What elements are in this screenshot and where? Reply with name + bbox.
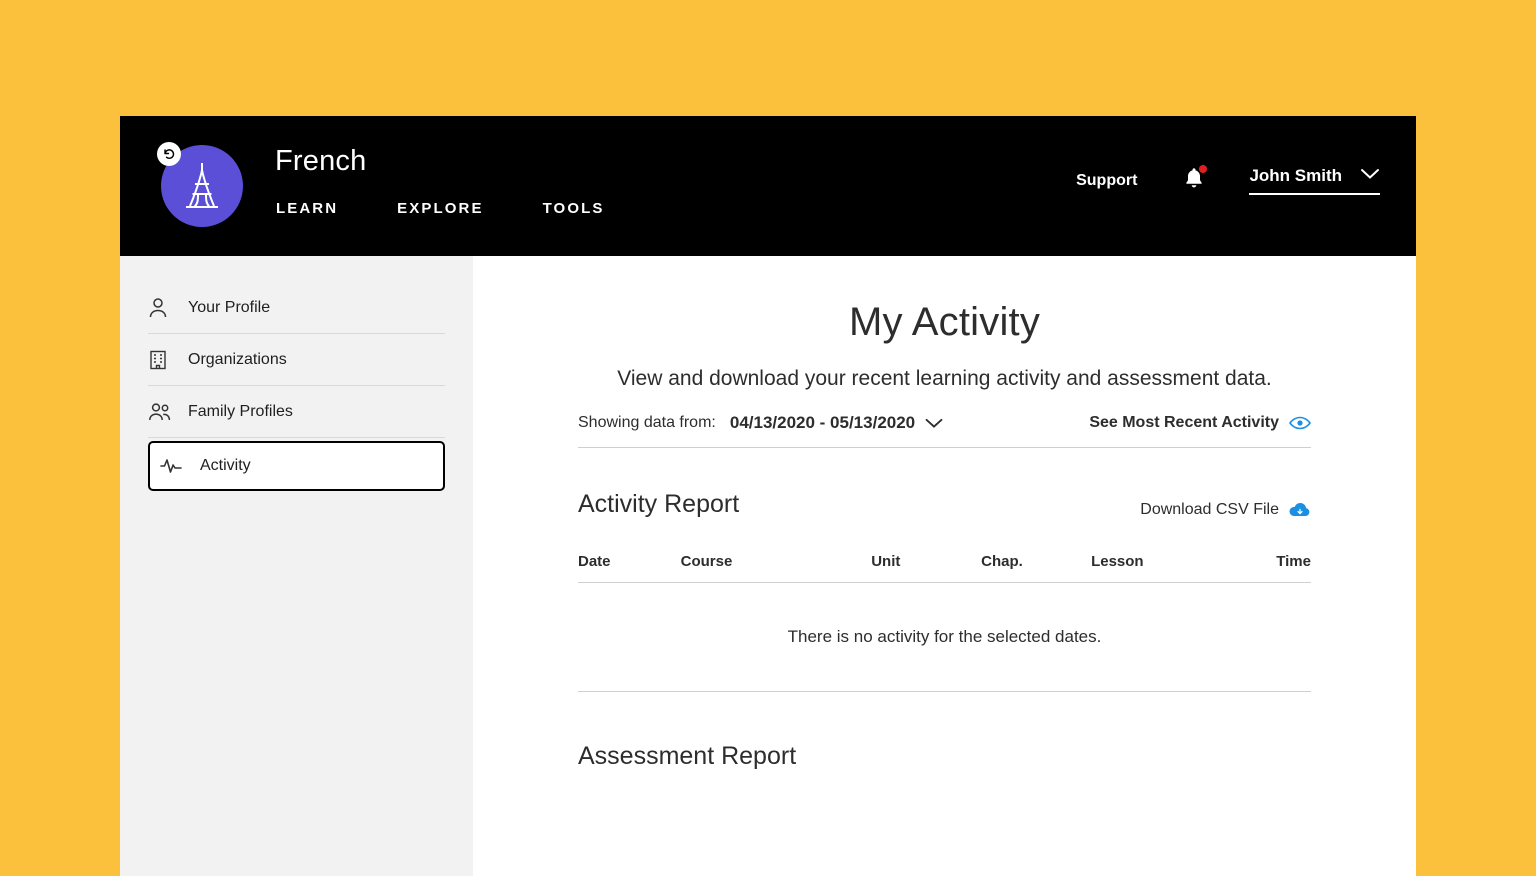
see-most-recent-activity-label: See Most Recent Activity: [1089, 414, 1279, 431]
user-name-label: John Smith: [1249, 166, 1342, 185]
table-body: [578, 583, 1311, 692]
sidebar: [120, 256, 473, 876]
main-panel: [473, 256, 1416, 876]
notification-indicator-dot: [1199, 165, 1207, 173]
nav-item-learn[interactable]: LEARN: [276, 200, 339, 217]
chevron-down-icon: [1360, 167, 1380, 185]
see-most-recent-activity-link[interactable]: [1089, 414, 1311, 432]
support-link[interactable]: Support: [1076, 171, 1138, 189]
cloud-download-icon: [1289, 502, 1311, 518]
sidebar-item-activity[interactable]: [148, 441, 445, 491]
table-empty-row: [578, 583, 1311, 692]
chevron-down-icon[interactable]: [925, 418, 943, 429]
nav-item-explore[interactable]: EXPLORE: [397, 200, 484, 217]
sidebar-item-label: Your Profile: [188, 298, 271, 316]
eye-icon: [1289, 416, 1311, 430]
top-navigation-bar: [120, 116, 1416, 256]
activity-report-header: [578, 490, 1311, 519]
brand-title: French: [275, 145, 367, 177]
empty-state-message: There is no activity for the selected dates.: [578, 583, 1311, 692]
sidebar-item-label: Activity: [200, 457, 251, 474]
assessment-report-title: Assessment Report: [578, 742, 797, 770]
sidebar-item-organizations[interactable]: [148, 334, 445, 386]
nav-item-tools[interactable]: TOOLS: [542, 200, 605, 217]
activity-report-title: Activity Report: [578, 490, 740, 518]
column-header-date: Date: [578, 553, 681, 583]
activity-report-table: [578, 553, 1311, 692]
user-menu[interactable]: [1249, 166, 1380, 195]
column-header-chap: Chap.: [981, 553, 1091, 583]
download-csv-label: Download CSV File: [1140, 501, 1279, 518]
activity-pulse-icon: [160, 457, 200, 475]
table-header-row: [578, 553, 1311, 583]
column-header-time: Time: [1208, 553, 1311, 583]
building-icon: [148, 349, 188, 371]
app-window: [120, 116, 1416, 876]
notifications-button[interactable]: [1183, 166, 1205, 195]
sidebar-item-your-profile[interactable]: [148, 282, 445, 334]
page-title: My Activity: [848, 300, 1041, 344]
content-area: [120, 256, 1416, 876]
page-subtitle: View and download your recent learning activity and assessment data.: [617, 367, 1272, 390]
column-header-course: Course: [681, 553, 872, 583]
download-csv-link[interactable]: [1140, 501, 1311, 519]
back-arrow-badge[interactable]: [157, 142, 181, 166]
date-filter-label: Showing data from:: [578, 414, 716, 431]
eiffel-tower-icon: [180, 160, 224, 212]
sidebar-item-family-profiles[interactable]: [148, 386, 445, 438]
sidebar-item-label: Family Profiles: [188, 402, 293, 420]
top-bar-right-controls: [1076, 166, 1380, 195]
users-icon: [148, 401, 188, 423]
column-header-lesson: Lesson: [1091, 553, 1208, 583]
date-filter-row: [578, 413, 1311, 448]
date-range-value[interactable]: 04/13/2020 - 05/13/2020: [729, 413, 916, 432]
main-navigation: [276, 200, 663, 217]
sidebar-item-label: Organizations: [188, 350, 287, 368]
user-icon: [148, 297, 188, 319]
column-header-unit: Unit: [871, 553, 981, 583]
back-arrow-icon: [162, 147, 176, 161]
